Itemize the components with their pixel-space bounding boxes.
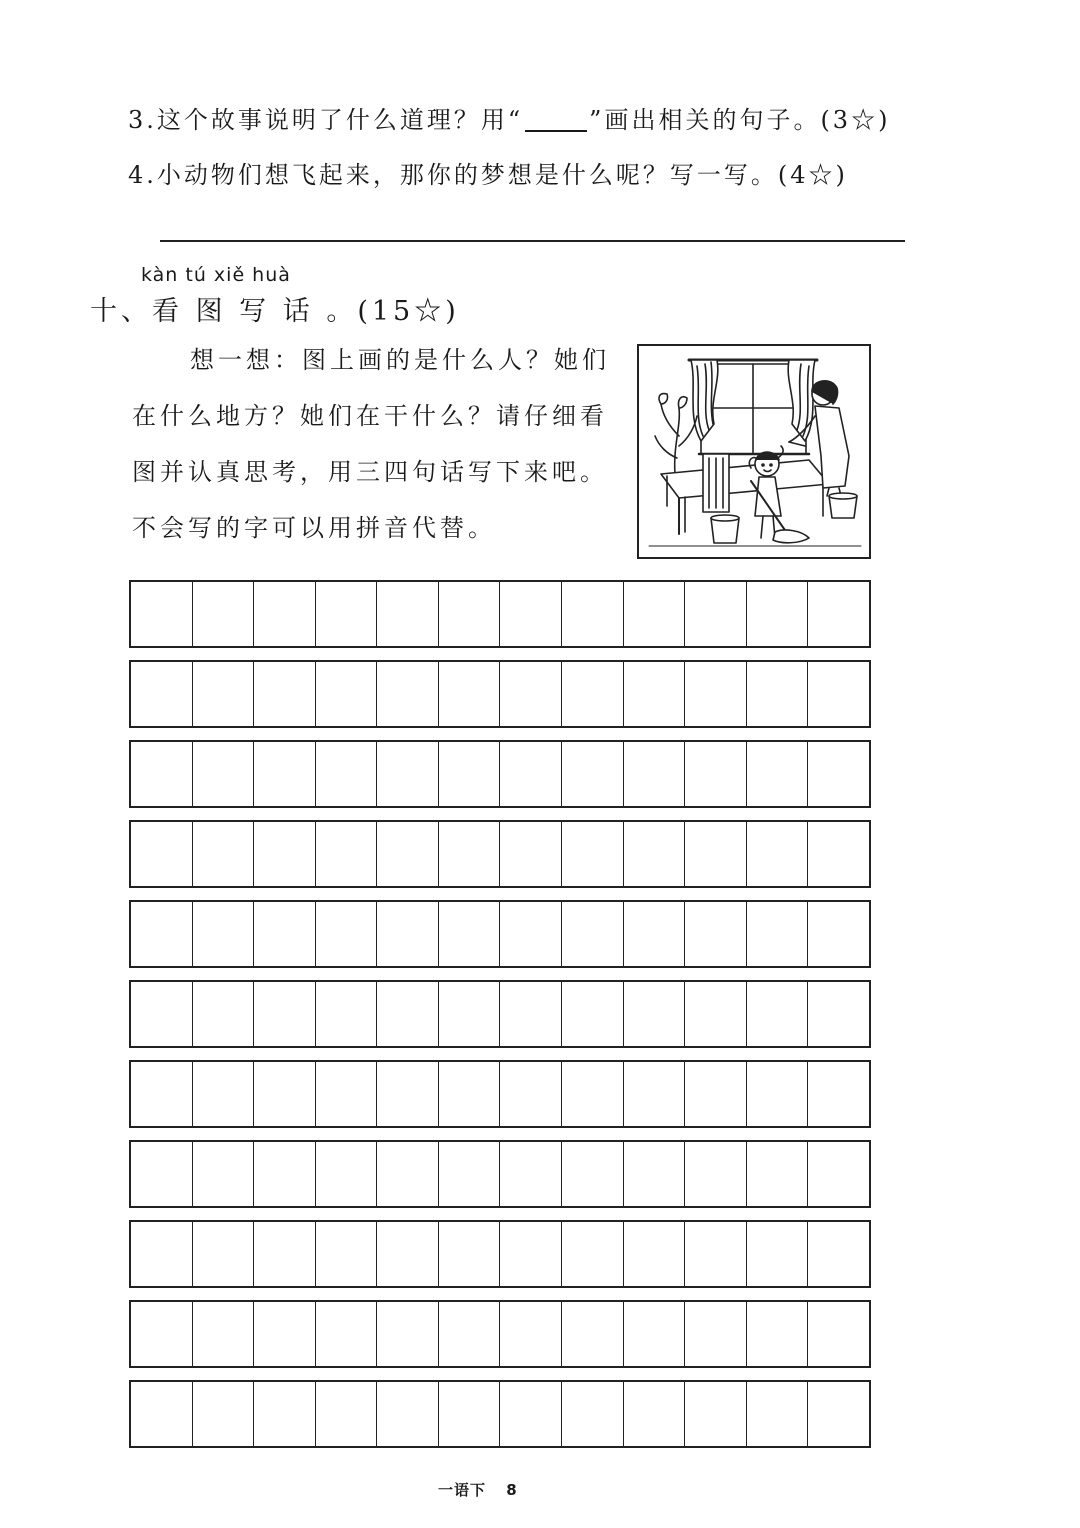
grid-cell[interactable] (377, 1382, 439, 1446)
grid-cell[interactable] (131, 822, 193, 886)
grid-cell[interactable] (500, 1382, 562, 1446)
grid-cell[interactable] (316, 662, 378, 726)
grid-cell[interactable] (624, 822, 686, 886)
grid-row (129, 740, 871, 808)
grid-cell[interactable] (685, 1222, 747, 1286)
grid-cell[interactable] (193, 1302, 255, 1366)
question-3-text-after: ”画出相关的句子。(3☆) (589, 106, 891, 134)
grid-cell[interactable] (131, 982, 193, 1046)
mother-daughter-cleaning-room-illustration-icon (639, 346, 869, 557)
grid-cell[interactable] (562, 1222, 624, 1286)
grid-cell[interactable] (131, 1382, 193, 1446)
grid-cell[interactable] (254, 1142, 316, 1206)
grid-cell[interactable] (193, 582, 255, 646)
grid-cell[interactable] (316, 822, 378, 886)
grid-cell[interactable] (316, 1302, 378, 1366)
grid-row (129, 660, 871, 728)
grid-cell[interactable] (500, 582, 562, 646)
grid-cell[interactable] (747, 982, 809, 1046)
grid-cell[interactable] (439, 1142, 501, 1206)
grid-cell[interactable] (316, 982, 378, 1046)
grid-cell[interactable] (747, 1222, 809, 1286)
grid-cell[interactable] (624, 1302, 686, 1366)
grid-cell[interactable] (439, 582, 501, 646)
grid-cell[interactable] (624, 662, 686, 726)
grid-cell[interactable] (808, 1142, 869, 1206)
grid-cell[interactable] (316, 1382, 378, 1446)
grid-cell[interactable] (747, 1142, 809, 1206)
underline-blank (525, 108, 587, 132)
grid-cell[interactable] (562, 582, 624, 646)
grid-cell[interactable] (562, 1382, 624, 1446)
grid-cell[interactable] (193, 902, 255, 966)
question-3 (128, 100, 890, 135)
page-number: 8 (506, 1481, 518, 1499)
grid-cell[interactable] (316, 1142, 378, 1206)
grid-cell[interactable] (193, 742, 255, 806)
grid-cell[interactable] (562, 1062, 624, 1126)
grid-cell[interactable] (562, 1142, 624, 1206)
grid-cell[interactable] (193, 1062, 255, 1126)
prompt-paragraph: 想一想：图上画的是什么人？她们在什么地方？她们在干什么？请仔细看图并认真思考，用三四句话写下来吧。不会写的字可以用拼音代替。 (132, 346, 610, 542)
grid-cell[interactable] (377, 982, 439, 1046)
grid-cell[interactable] (685, 1382, 747, 1446)
grid-cell[interactable] (377, 1222, 439, 1286)
grid-cell[interactable] (624, 1382, 686, 1446)
grid-cell[interactable] (747, 742, 809, 806)
grid-cell[interactable] (439, 902, 501, 966)
grid-cell[interactable] (193, 1382, 255, 1446)
section-title: 十、看 图 写 话 。(15☆) (90, 296, 460, 327)
section-pinyin: kàn tú xiě huà (141, 264, 291, 286)
grid-cell[interactable] (254, 582, 316, 646)
grid-row (129, 1380, 871, 1448)
grid-cell[interactable] (377, 1062, 439, 1126)
grid-cell[interactable] (685, 1142, 747, 1206)
grid-cell[interactable] (808, 742, 869, 806)
grid-cell[interactable] (624, 742, 686, 806)
footer-label: 一语下 (438, 1481, 487, 1499)
grid-cell[interactable] (562, 662, 624, 726)
grid-cell[interactable] (562, 902, 624, 966)
grid-row (129, 580, 871, 648)
grid-cell[interactable] (377, 902, 439, 966)
grid-cell[interactable] (193, 982, 255, 1046)
grid-cell[interactable] (377, 662, 439, 726)
grid-cell[interactable] (808, 902, 869, 966)
question-4: 4.小动物们想飞起来，那你的梦想是什么呢？写一写。(4☆) (128, 161, 848, 189)
grid-row (129, 1220, 871, 1288)
grid-cell[interactable] (685, 582, 747, 646)
grid-cell[interactable] (131, 1302, 193, 1366)
grid-cell[interactable] (747, 1382, 809, 1446)
grid-cell[interactable] (254, 822, 316, 886)
grid-cell[interactable] (562, 982, 624, 1046)
grid-cell[interactable] (500, 1062, 562, 1126)
grid-cell[interactable] (500, 1222, 562, 1286)
grid-cell[interactable] (377, 1302, 439, 1366)
grid-cell[interactable] (316, 902, 378, 966)
grid-cell[interactable] (316, 1222, 378, 1286)
grid-cell[interactable] (624, 1062, 686, 1126)
grid-cell[interactable] (562, 822, 624, 886)
grid-cell[interactable] (685, 982, 747, 1046)
grid-cell[interactable] (500, 742, 562, 806)
grid-cell[interactable] (685, 902, 747, 966)
grid-cell[interactable] (808, 982, 869, 1046)
grid-cell[interactable] (685, 1062, 747, 1126)
grid-cell[interactable] (254, 742, 316, 806)
grid-cell[interactable] (439, 1302, 501, 1366)
grid-cell[interactable] (747, 1302, 809, 1366)
grid-cell[interactable] (193, 662, 255, 726)
grid-cell[interactable] (377, 582, 439, 646)
grid-cell[interactable] (193, 1222, 255, 1286)
grid-cell[interactable] (808, 822, 869, 886)
grid-cell[interactable] (131, 742, 193, 806)
grid-cell[interactable] (254, 982, 316, 1046)
grid-cell[interactable] (747, 582, 809, 646)
grid-row (129, 820, 871, 888)
grid-cell[interactable] (439, 662, 501, 726)
grid-cell[interactable] (131, 582, 193, 646)
grid-cell[interactable] (808, 662, 869, 726)
grid-cell[interactable] (254, 1062, 316, 1126)
grid-cell[interactable] (131, 1142, 193, 1206)
grid-cell[interactable] (439, 822, 501, 886)
grid-cell[interactable] (808, 1382, 869, 1446)
grid-row (129, 980, 871, 1048)
grid-cell[interactable] (624, 1222, 686, 1286)
grid-cell[interactable] (808, 1222, 869, 1286)
grid-cell[interactable] (131, 1222, 193, 1286)
writing-grid (129, 580, 871, 1448)
grid-cell[interactable] (624, 1142, 686, 1206)
answer-line[interactable] (160, 240, 905, 242)
grid-cell[interactable] (562, 742, 624, 806)
grid-cell[interactable] (377, 742, 439, 806)
grid-cell[interactable] (316, 582, 378, 646)
grid-cell[interactable] (747, 1062, 809, 1126)
grid-cell[interactable] (254, 1302, 316, 1366)
grid-cell[interactable] (808, 1302, 869, 1366)
grid-cell[interactable] (562, 1302, 624, 1366)
grid-cell[interactable] (316, 742, 378, 806)
grid-cell[interactable] (624, 582, 686, 646)
grid-cell[interactable] (377, 1142, 439, 1206)
grid-cell[interactable] (439, 742, 501, 806)
grid-cell[interactable] (685, 742, 747, 806)
grid-cell[interactable] (747, 662, 809, 726)
grid-cell[interactable] (254, 1222, 316, 1286)
grid-cell[interactable] (808, 1062, 869, 1126)
grid-cell[interactable] (685, 822, 747, 886)
grid-cell[interactable] (747, 902, 809, 966)
grid-cell[interactable] (131, 1062, 193, 1126)
grid-cell[interactable] (193, 1142, 255, 1206)
grid-cell[interactable] (808, 582, 869, 646)
grid-cell[interactable] (254, 1382, 316, 1446)
grid-cell[interactable] (316, 1062, 378, 1126)
grid-row (129, 1140, 871, 1208)
grid-cell[interactable] (439, 982, 501, 1046)
grid-cell[interactable] (131, 902, 193, 966)
page-footer (438, 1479, 518, 1500)
grid-cell[interactable] (747, 822, 809, 886)
grid-cell[interactable] (624, 902, 686, 966)
grid-cell[interactable] (377, 822, 439, 886)
question-3-text-before: 3.这个故事说明了什么道理？用“ (128, 106, 524, 134)
grid-cell[interactable] (685, 662, 747, 726)
grid-cell[interactable] (500, 662, 562, 726)
grid-cell[interactable] (439, 1062, 501, 1126)
grid-cell[interactable] (500, 982, 562, 1046)
grid-row (129, 1300, 871, 1368)
grid-cell[interactable] (685, 1302, 747, 1366)
grid-cell[interactable] (131, 662, 193, 726)
grid-cell[interactable] (500, 1142, 562, 1206)
grid-cell[interactable] (624, 982, 686, 1046)
illustration-frame (637, 344, 871, 559)
grid-cell[interactable] (254, 902, 316, 966)
grid-cell[interactable] (500, 822, 562, 886)
grid-cell[interactable] (500, 1302, 562, 1366)
grid-cell[interactable] (500, 902, 562, 966)
grid-row (129, 1060, 871, 1128)
grid-cell[interactable] (439, 1382, 501, 1446)
grid-cell[interactable] (193, 822, 255, 886)
grid-row (129, 900, 871, 968)
grid-cell[interactable] (254, 662, 316, 726)
grid-cell[interactable] (439, 1222, 501, 1286)
